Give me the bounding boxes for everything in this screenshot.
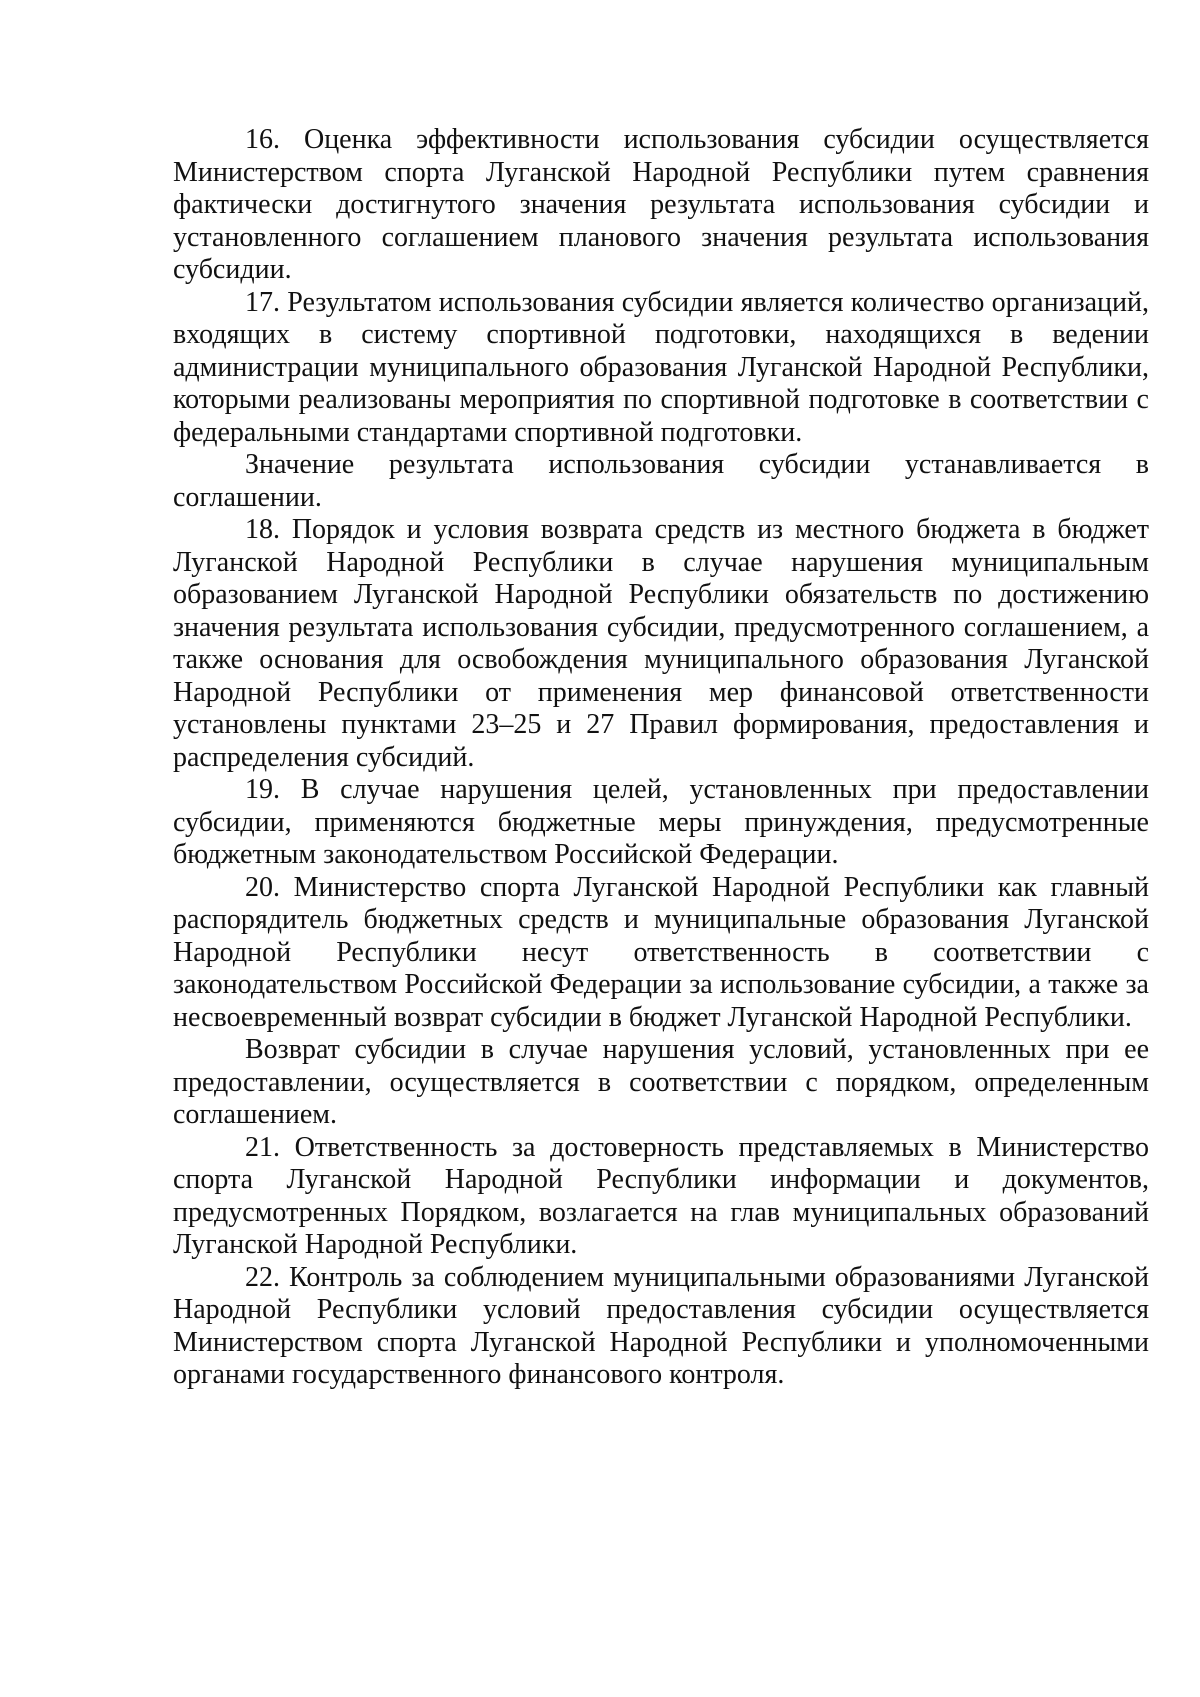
paragraph-20: 20. Министерство спорта Луганской Народной Республики как главный распорядитель бюджетных средств и муниципальные образования Луганской Народной Республики несут ответственность в соответствии с законодательством Российской Федерации за использование субсидии, а также за несвоевременный возврат субсидии в бюджет Луганской Народной Республики. (173, 871, 1149, 1033)
paragraph-20-return: Возврат субсидии в случае нарушения условий, установленных при ее предоставлении, осуществляется в соответствии с порядком, определенным соглашением. (173, 1034, 1149, 1130)
paragraph-17: 17. Результатом использования субсидии является количество организаций, входящих в систему спортивной подготовки, находящихся в ведении администрации муниципального образования Луганской Народной Республики, которыми реализованы мероприятия по спортивной подготовке в соответствии с федеральными стандартами спортивной подготовки. (173, 286, 1149, 448)
document-body (173, 124, 1149, 1392)
paragraph-22: 22. Контроль за соблюдением муниципальными образованиями Луганской Народной Республики условий предоставления субсидии осуществляется Министерством спорта Луганской Народной Республики и уполномоченными органами государственного финансового контроля. (173, 1261, 1149, 1390)
paragraph-21: 21. Ответственность за достоверность представляемых в Министерство спорта Луганской Народной Республики информации и документов, предусмотренных Порядком, возлагается на глав муниципальных образований Луганской Народной Республики. (173, 1131, 1149, 1260)
paragraph-18: 18. Порядок и условия возврата средств из местного бюджета в бюджет Луганской Народной Республики в случае нарушения муниципальным образованием Луганской Народной Республики обязательств по достижению значения результата использования субсидии, предусмотренного соглашением, а также основания для освобождения муниципального образования Луганской Народной Республики от применения мер финансовой ответственности установлены пунктами 23–25 и 27 Правил формирования, предоставления и распределения субсидий. (173, 514, 1149, 773)
paragraph-16: 16. Оценка эффективности использования субсидии осуществляется Министерством спорта Луганской Народной Республики путем сравнения фактически достигнутого значения результата использования субсидии и установленного соглашением планового значения результата использования субсидии. (173, 124, 1149, 285)
paragraph-17-value: Значение результата использования субсидии устанавливается в соглашении. (173, 449, 1149, 513)
paragraph-19: 19. В случае нарушения целей, установленных при предоставлении субсидии, применяются бюджетные меры принуждения, предусмотренные бюджетным законодательством Российской Федерации. (173, 774, 1149, 870)
